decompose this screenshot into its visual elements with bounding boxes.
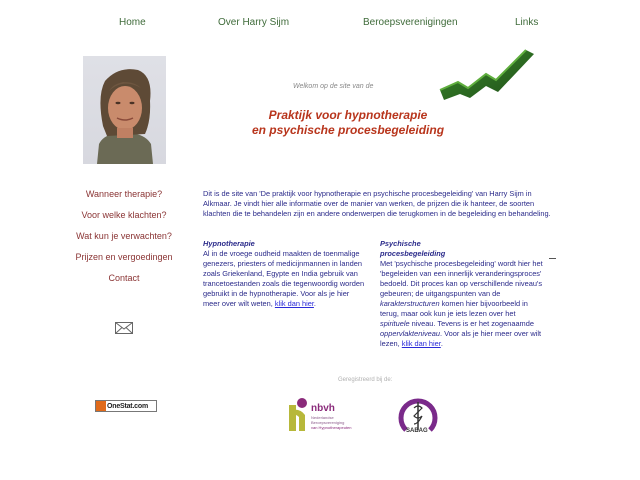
spirituele-term: spirituele	[380, 319, 410, 328]
title-line-2: en psychische procesbegeleiding	[251, 123, 445, 137]
intro-paragraph: Dit is de site van 'De praktijk voor hypnotherapie en psychische procesbegeleiding' van Harry Sijm in Alkmaar. Je vindt hier alle informatie over de manier van werken, de prijzen die ik hanteer, de soorten klachten die te behandelen zijn en andere onderwerpen die terugkomen in de begeleiding en behandeling.	[203, 189, 551, 218]
nbvh-line-3: van Hypnotherapeuten	[311, 425, 352, 430]
sidebar-item-contact[interactable]: Contact	[108, 273, 140, 283]
nbvh-name: nbvh	[311, 403, 335, 414]
procesbegeleiding-heading: Psychische procesbegeleiding	[380, 239, 446, 258]
procesbegeleiding-body-2: komen hier bijvoorbeeld in terug, maar ook kun je iets lezen over het	[380, 299, 528, 318]
procesbegeleiding-period: .	[440, 339, 443, 348]
registered-label: Geregistreerd bij de:	[338, 377, 393, 383]
hypnotherapie-text	[203, 249, 368, 309]
hypnotherapie-section	[203, 239, 368, 309]
procesbegeleiding-body-4: . Voor als je hier meer over wilt lezen,	[380, 329, 542, 348]
sidebar-item-voor-welke-klachten[interactable]: Voor welke klachten?	[81, 210, 167, 220]
nav-links[interactable]: Links	[515, 17, 539, 28]
sabag-label: SABAG	[406, 428, 428, 434]
hypnotherapie-period: .	[313, 299, 316, 308]
mail-icon[interactable]	[115, 321, 133, 333]
nbvh-line-2: Beroepsvereniging	[311, 420, 345, 425]
procesbegeleiding-section	[380, 239, 546, 349]
procesbegeleiding-text	[380, 259, 546, 349]
sidebar-item-wanneer-therapie[interactable]: Wanneer therapie?	[85, 189, 163, 199]
nbvh-figure-icon	[287, 397, 309, 433]
hypnotherapie-link[interactable]: klik dan hier	[274, 299, 314, 308]
portrait-photo	[83, 56, 166, 164]
nav-over-harry-sijm[interactable]: Over Harry Sijm	[218, 17, 290, 28]
decorative-dash	[549, 258, 556, 259]
procesbegeleiding-body-1: Met 'psychische procesbegeleiding' wordt hier het 'begeleiden van een innerlijk veranderingsproces' bedoeld. Dit proces kan op verschillende niveau's gebeuren; de uitgangspunten van de	[380, 259, 543, 298]
growth-arrow-graphic	[438, 44, 538, 100]
onestat-label: OneStat.com	[107, 402, 148, 410]
sidebar-item-prijzen-en-vergoedingen[interactable]: Prijzen en vergoedingen	[75, 252, 173, 262]
onestat-logo-icon	[96, 401, 106, 411]
title-line-1: Praktijk voor hypnotherapie	[268, 108, 428, 122]
nav-home[interactable]: Home	[119, 17, 146, 28]
hypnotherapie-heading: Hypnotherapie	[203, 239, 255, 248]
nbvh-line-1: Nederlandse	[311, 415, 334, 420]
karakterstructuren-term: karakterstructuren	[380, 299, 440, 308]
procesbegeleiding-body-3: niveau. Tevens is er het zogenaamde	[409, 319, 534, 328]
oppervlakteniveau-term: oppervlakteniveau	[380, 329, 440, 338]
sabag-logo[interactable]	[396, 394, 440, 438]
procesbegeleiding-link[interactable]: klik dan hier	[401, 339, 441, 348]
onestat-badge[interactable]	[95, 400, 157, 412]
sidebar-item-wat-kun-je-verwachten[interactable]: Wat kun je verwachten?	[76, 231, 172, 241]
nbvh-logo[interactable]	[287, 397, 377, 435]
hypnotherapie-body: Al in de vroege oudheid maakten de toenmalige genezers, priesters of medicijnmannen in landen zoals Griekenland, Egypte en India gebruik van trancetoestanden zoals die tegenwoordig worden gebruikt in de hypnotherapie. Voor als je hier meer over wilt weten,	[203, 249, 365, 308]
welcome-text: Welkom op de site van de	[293, 83, 374, 90]
page-title	[248, 108, 448, 138]
nav-beroepsverenigingen[interactable]: Beroepsverenigingen	[363, 17, 458, 28]
